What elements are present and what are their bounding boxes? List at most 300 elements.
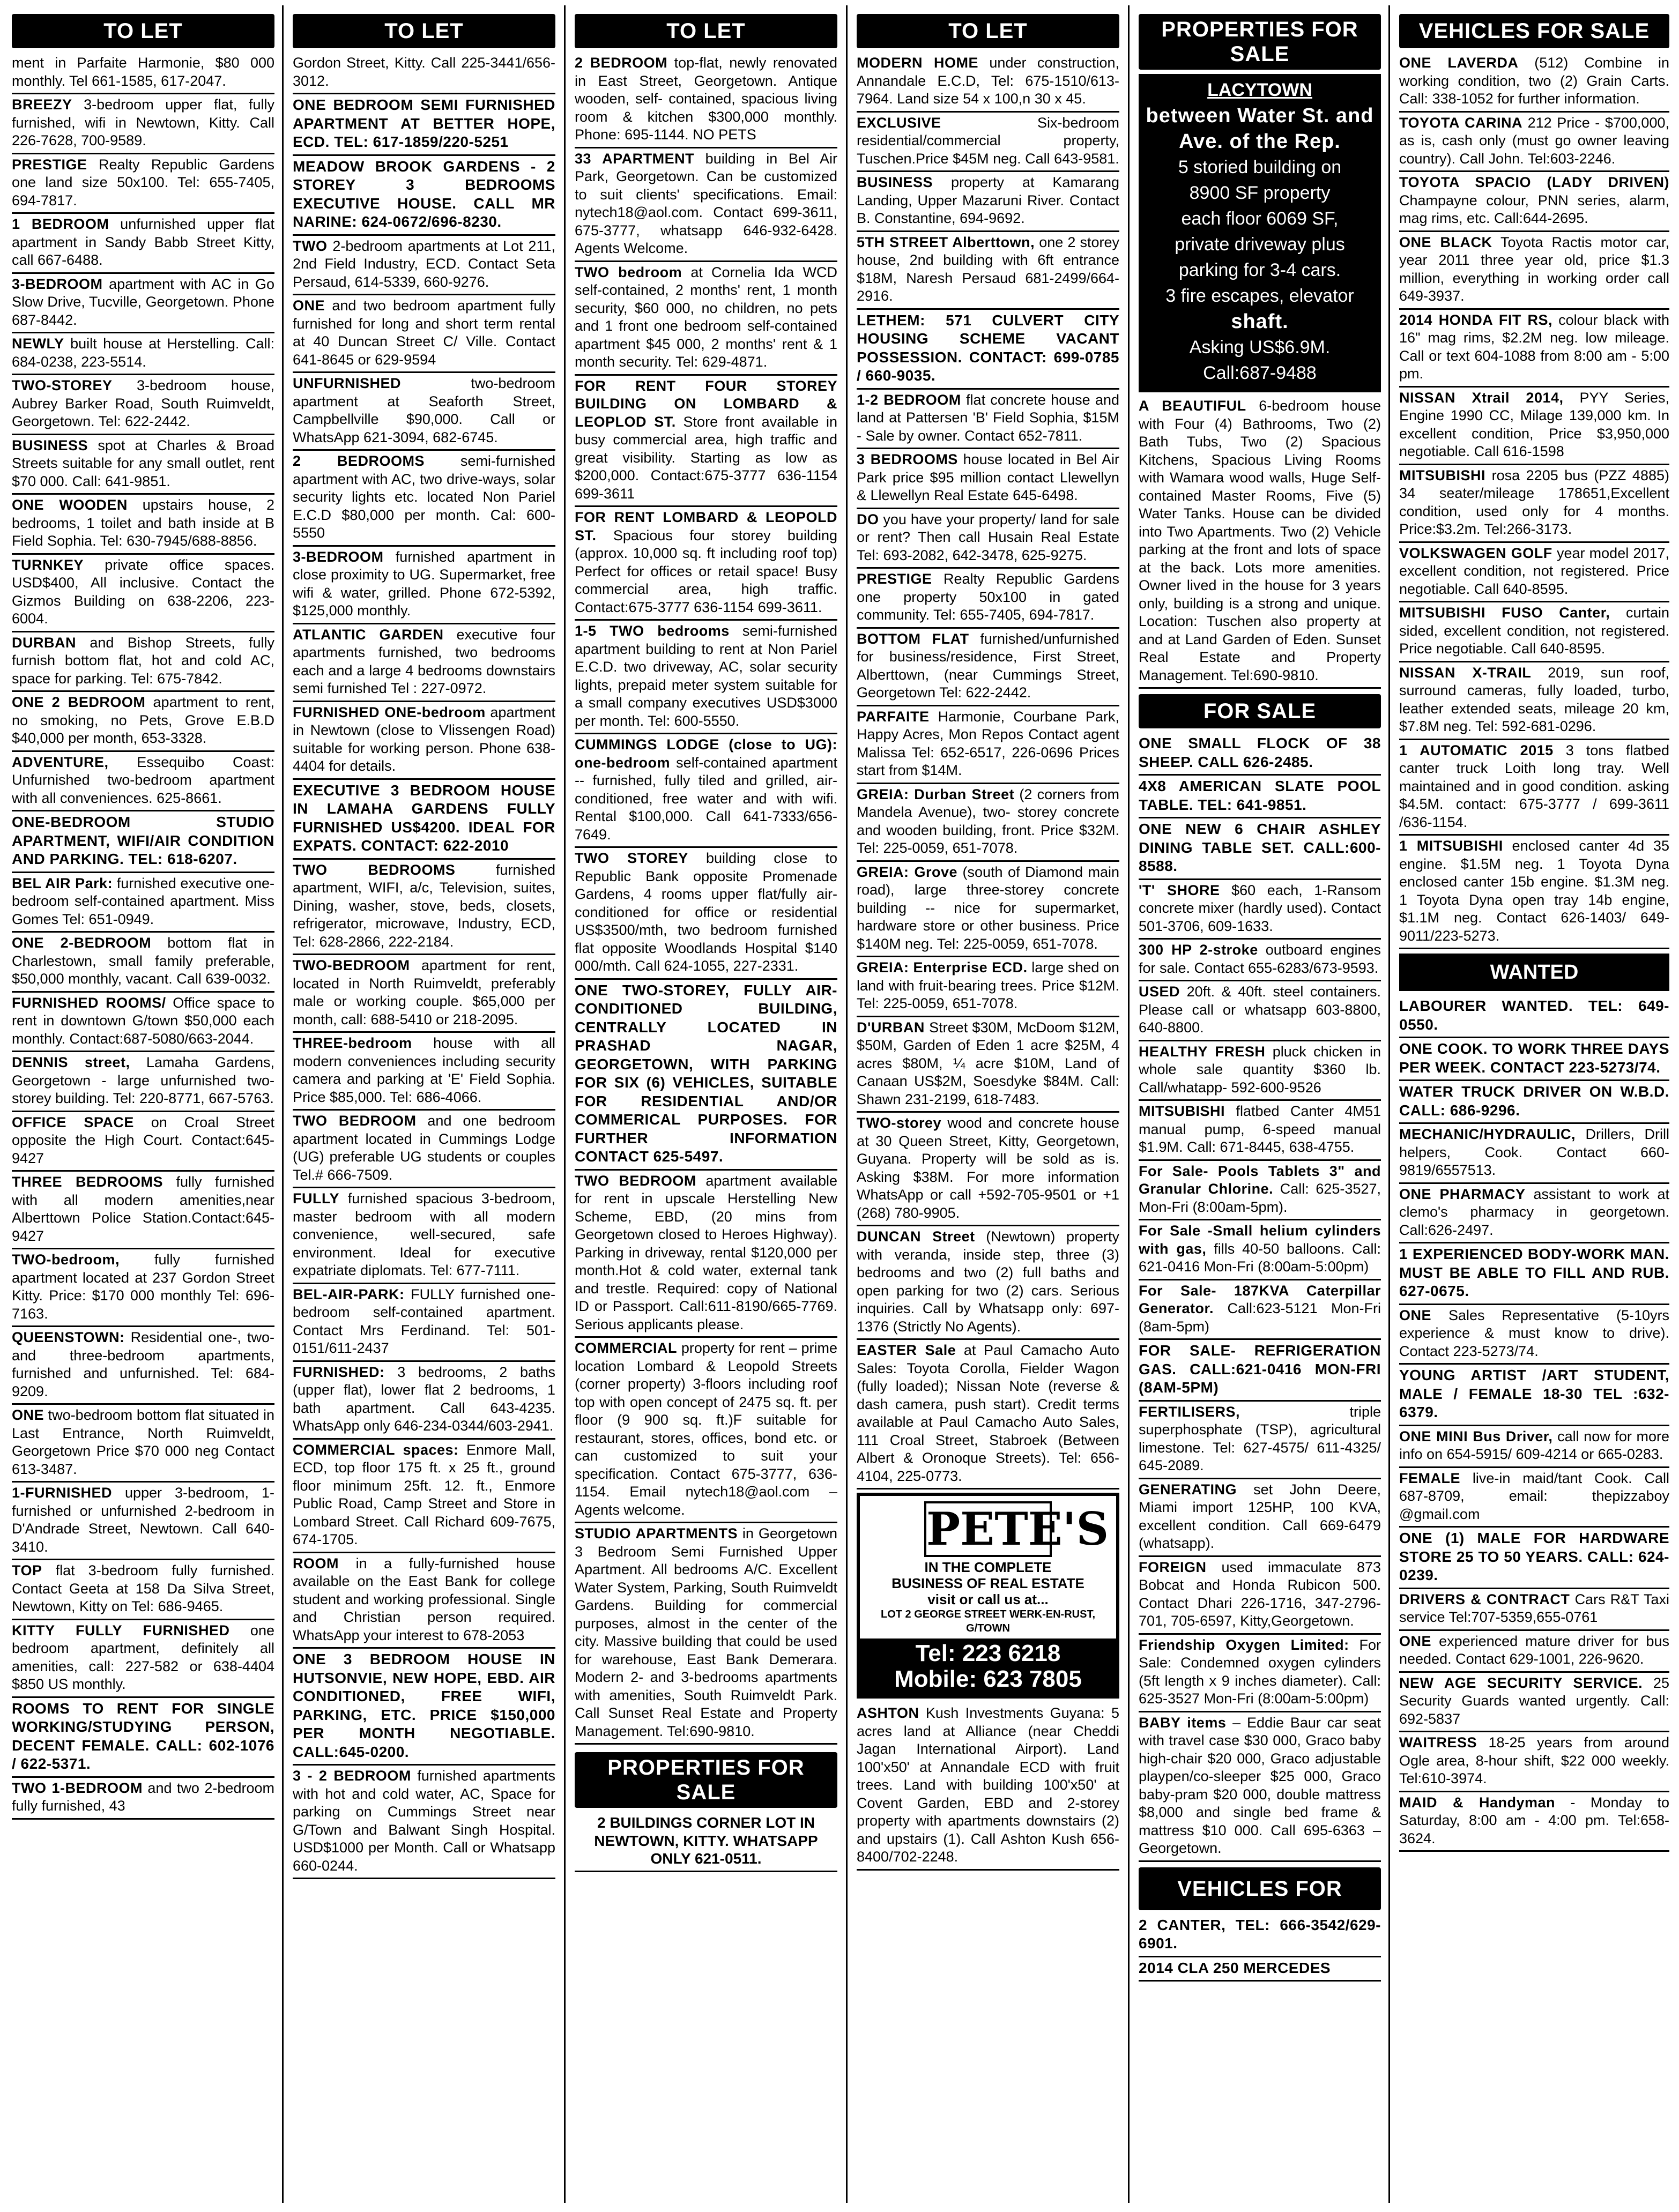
classified-ad (293, 860, 555, 956)
ad-body: Call:623-5121 Mon-Fri (8am-5pm) (1139, 1300, 1381, 1335)
ad-body: Store front available in busy commercial area, high traffic and great visibility. Starting as low as $200,000. Contact:675-3777 636-1154 699-3611 (575, 413, 837, 502)
ad-body: $60 each, 1-Ransom concrete mixer (hardly used). Contact 501-3706, 609-1633. (1139, 882, 1381, 934)
column-vehicles-for-sale (1399, 14, 1669, 2198)
classified-ad (857, 310, 1119, 390)
ad-body: 3 bedrooms, 2 baths (upper flat), lower flat 2 bedrooms, 1 bath apartment. Call 643-4235. WhatsApp only 646-234-0344/603-2941. (293, 1364, 555, 1434)
ad-headline: Friendship Oxygen Limited: (1139, 1636, 1349, 1653)
classified-ad (293, 1111, 555, 1188)
ad-headline: 1-2 BEDROOM (857, 391, 961, 408)
ad-headline: BUSINESS (857, 174, 933, 190)
ad-body: furnished/unfurnished for business/residence, First Street, Alberttown, (near Cummings Street, Georgetown Tel: 622-2442. (857, 630, 1119, 701)
ad-headline: 1-FURNISHED (12, 1485, 113, 1501)
classified-ad (575, 507, 837, 621)
classified-ad (1399, 1792, 1669, 1852)
ad-body: apartment in Newtown (close to Vlissengen Road) suitable for working person. Phone 638-4404 for details. (293, 704, 555, 774)
ad-headline: MODERN HOME (857, 55, 978, 71)
classified-ad (1139, 1635, 1381, 1712)
classified-ad (293, 373, 555, 451)
ad-headline: TWO-BEDROOM (293, 957, 410, 973)
ad-headline: ONE 2-BEDROOM (12, 935, 152, 951)
classified-ad (575, 53, 837, 148)
section-header: VEHICLES FOR SALE (1399, 14, 1669, 48)
ad-body: property for rent – prime location Lombard & Leopold Streets (corner property) 3-floors including roof top with open concept of 2475 sq. ft. per floor (9 900 sq. ft.)F suitable for restaurant, stores, offices, bond etc. or can customized to suit your specification. Contact 675-3777, 636-1154. Email nytech18@aol.com – Agents welcome. (575, 1340, 837, 1518)
classified-ad (1399, 172, 1669, 232)
ad-headline: DURBAN (12, 634, 76, 651)
ads-list (575, 53, 837, 1745)
ad-headline: PRESTIGE (857, 571, 932, 587)
ad-headline: ONE BEDROOM SEMI FURNISHED APARTMENT AT BETTER HOPE, ECD. TEL: 617-1859/220-5251 (293, 96, 555, 150)
ad-headline: FOR RENT LOMBARD & LEOPOLD ST. (575, 509, 837, 543)
ad-headline: For Sale- Pools Tablets 3" and Granular Chlorine. (1139, 1163, 1381, 1197)
classified-ad (1139, 880, 1381, 940)
classified-ad (1139, 1340, 1381, 1402)
classified-ad (293, 702, 555, 780)
ad-headline: EXCLUSIVE (857, 114, 941, 131)
ad-body: 6-bedroom house with Four (4) Bathrooms, Two (2) Bath Tubs, Two (2) Spacious Kitchens, Spacious Living Rooms with Wamara wood walls, Huge Self-contained Master Rooms, Five (5) Water Tanks. House can be divided into Two Apartments. Two (2) Vehicle parking at the front and lots of space at the back. Lots more amenities. Owner lived in the house for 3 years only, building is a strong and unique. Location: Tuschen also property at and at Land Garden of Eden. Sunset Real Estate and Property Management. Tel:690-9810. (1139, 398, 1381, 683)
ad-headline: 1-5 TWO bedrooms (575, 623, 730, 639)
ad-body: private office spaces. USD$400, All inclusive. Contact the Gizmos Building on 638-2206, 223-6004. (12, 556, 274, 627)
ad-headline: WATER TRUCK DRIVER ON W.B.D. CALL: 686-9296. (1399, 1083, 1669, 1119)
ad-headline: 1 EXPERIENCED BODY-WORK MAN. MUST BE ABLE TO FILL AND RUB. 627-0675. (1399, 1246, 1669, 1299)
classified-ad (857, 509, 1119, 569)
ad-body: 20ft. & 40ft. steel containers. Please call or whatsapp 603-8800, 640-8800. (1139, 984, 1381, 1036)
classified-ad (1399, 1038, 1669, 1081)
column-to-let-2 (293, 14, 555, 2198)
classified-ad (575, 262, 837, 376)
classified-ad (293, 94, 555, 156)
ad-body: upstairs house, 2 bedrooms, 1 toilet and bath inside at B Field Sophia. Tel: 630-7945/688-8856. (12, 497, 274, 549)
ad-body: Enmore Mall, ECD, top floor 175 ft. x 25 ft., ground floor minimum 25ft. 12. ft., Enmore Public Road, Camp Street and Store in Lombard Street. Call Richard 609-7675, 674-1705. (293, 1441, 555, 1547)
ad-headline: TWO BEDROOM (575, 1172, 696, 1189)
ad-body: Harmonie, Courbane Park, Happy Acres, Mon Repos Contact agent Malissa Tel: 652-6517, 226-0696 Prices start from $14M. (857, 708, 1119, 778)
ad-headline: BUSINESS (12, 437, 88, 453)
ad-body: building close to Republic Bank opposite Promenade Gardens, 4 rooms upper flat/fully air-conditioned for office or residential US$3500/mth, two bedroom furnished flat opposite Woodlands Hospital $140 000/mth. Call 624-1055, 227-2331. (575, 850, 837, 974)
box-line: Asking US$6.9M. (1189, 337, 1331, 358)
ad-headline: ONE 3 BEDROOM HOUSE IN HUTSONVIE, NEW HOPE, EBD. AIR CONDITIONED, FREE WIFI, PARKING, ETC. PRICE $150,000 PER MONTH NEGOTIABLE. CALL:645-0200. (293, 1651, 555, 1760)
classified-ad (857, 1226, 1119, 1340)
ad-body: house located in Bel Air Park price $95 million contact Llewellyn & Llewellyn Real Estate 645-6498. (857, 451, 1119, 503)
ad-headline: ASHTON (857, 1705, 919, 1721)
classified-ad (293, 1362, 555, 1440)
ad-body: on Croal Street opposite the High Court. Contact:645-9427 (12, 1114, 274, 1166)
ad-tagline: BUSINESS OF REAL ESTATE (891, 1575, 1084, 1591)
ad-headline: 1 BEDROOM (12, 216, 109, 232)
ad-headline: NEW AGE SECURITY SERVICE. (1399, 1674, 1643, 1691)
classified-ad (1399, 602, 1669, 662)
classified-ad (1399, 310, 1669, 388)
classified-ad (12, 1483, 274, 1560)
box-line: 3 fire escapes, elevator (1165, 286, 1354, 306)
ad-mobile: Mobile: 623 7805 (894, 1666, 1082, 1692)
ad-body: in a fully-furnished house available on the East Bank for college student and working professional. Single and Christian person required. WhatsApp your interest to 678-2053 (293, 1555, 555, 1643)
classified-ad (1399, 1305, 1669, 1365)
ad-headline: MITSUBISHI (1399, 467, 1486, 483)
ads-list (1139, 733, 1381, 1862)
classified-ad: 2 BUILDINGS CORNER LOT IN NEWTOWN, KITTY. WHATSAPP ONLY 621-0511. (575, 1812, 837, 1872)
ad-body: 25 Security Guards wanted urgently. Call: 692-5837 (1399, 1674, 1669, 1727)
classified-ad (12, 1052, 274, 1112)
classified-ad (575, 376, 837, 508)
ad-headline: For Sale- 187KVA Caterpillar Generator. (1139, 1282, 1381, 1316)
ad-headline: BOTTOM FLAT (857, 630, 969, 647)
ad-body: apartment with AC in Go Slow Drive, Tucville, Georgetown. Phone 687-8442. (12, 275, 274, 328)
ad-headline: A BEAUTIFUL (1139, 398, 1246, 414)
ad-body: outboard engines for sale. Contact 655-6283/673-9593. (1139, 942, 1381, 976)
classified-ad (12, 1620, 274, 1698)
column-divider (1128, 5, 1130, 2203)
classified-ad (1399, 388, 1669, 465)
classified-ad (857, 232, 1119, 310)
ad-body: furnished apartment in close proximity to UG. Supermarket, free wifi & water, grilled. Phone 672-5392, $125,000 monthly. (293, 548, 555, 619)
ads-list (857, 1703, 1119, 1871)
classified-ad (12, 1327, 274, 1405)
ad-headline: ONE-BEDROOM STUDIO APARTMENT, WIFI/AIR CONDITION AND PARKING. TEL: 618-6207. (12, 814, 274, 867)
ad-headline: ONE SMALL FLOCK OF 38 SHEEP. CALL 626-2485. (1139, 735, 1381, 770)
ad-headline: EXECUTIVE 3 BEDROOM HOUSE IN LAMAHA GARDENS FULLY FURNISHED US$4200. IDEAL FOR EXPATS. CONTACT: 622-2010 (293, 781, 555, 854)
ads-list (1139, 396, 1381, 689)
classified-ad (293, 53, 555, 94)
ad-body: Street $30M, McDoom $12M, $50M, Garden of Eden 1 acre $25M, 4 acres $80M, ¼ acre $10M, Land of Canaan US$2M, Soesdyke $84M. Call: Shawn 231-2199, 618-7483. (857, 1019, 1119, 1107)
ads-list (857, 53, 1119, 1489)
classified-ad (1399, 662, 1669, 740)
ad-headline: 2014 CLA 250 MERCEDES (1139, 1959, 1331, 1976)
ad-headline: THREE-bedroom (293, 1035, 412, 1051)
ad-body: at Cornelia Ida WCD self-contained, 2 months' rent, 1 month security, $60 000, no children, no pets and 1 front one bedroom self-contained apartment $45 000, 2 months' rent & 1 month security. Tel: 629-4871. (575, 264, 837, 370)
ad-body: semi-furnished apartment with AC, two drive-ways, solar security lights etc. located Non Pariel E.C.D $80,000 per month. Cal: 600-5550 (293, 453, 555, 541)
ad-headline: 1 AUTOMATIC 2015 (1399, 742, 1554, 758)
ad-headline: ONE LAVERDA (1399, 55, 1519, 71)
ad-body: Toyota Ractis motor car, year 2011 three year old, price $1.3 million, everything in working order call 649-3937. (1399, 234, 1669, 304)
petes-real-estate-ad (857, 1493, 1119, 1699)
ad-body: year model 2017, excellent condition, not registered. Price negotiable. Call 640-8595. (1399, 545, 1669, 597)
ad-headline: ONE (12, 1407, 44, 1423)
ad-headline: 2 CANTER, TEL: 666-3542/629-6901. (1139, 1916, 1381, 1952)
ad-body: two-bedroom apartment at Seaforth Street, Campbellville $90,000. Call or WhatsApp 621-3094, 682-6745. (293, 375, 555, 445)
ad-body: fills 40-50 balloons. Call: 621-0416 Mon-Fri (8:00am-5:00pm) (1139, 1240, 1381, 1275)
classified-ad (12, 274, 274, 334)
classified-ad (1399, 1673, 1669, 1733)
ad-headline: THREE BEDROOMS (12, 1174, 163, 1190)
ad-body: bottom flat in Charlestown, small family preferable, $50,000 monthly, vacant. Call 639-0032. (12, 935, 274, 987)
classified-ad (12, 154, 274, 214)
ad-body: building in Bel Air Park, Georgetown. Can be customized to suit clients' specifications. Email: nytech18@aol.com. Contact 699-3611, 675-3777, whatsapp 646-932-6428. Agents Welcome. (575, 150, 837, 256)
ad-body: semi-furnished apartment building to rent at Non Pariel E.C.D. two driveway, AC, solar security lights, prepaid meter system suitable for a small company executives USD$3000 per month. Tel: 600-5550. (575, 623, 837, 729)
classified-ad (857, 862, 1119, 958)
ad-headline: ONE (1399, 1633, 1432, 1649)
section-header-for-sale: FOR SALE (1139, 694, 1381, 728)
ad-body: and one bedroom apartment located in Cummings Lodge (UG) preferable UG students or couples Tel.# 666-7509. (293, 1113, 555, 1183)
column-divider (282, 5, 284, 2203)
classified-ad (857, 1113, 1119, 1226)
classified-ad (1139, 1161, 1381, 1221)
classified-ad (857, 957, 1119, 1017)
ad-body: and Bishop Streets, fully furnish bottom flat, hot and cold AC, space for parking. Tel: 675-7842. (12, 634, 274, 687)
classified-ad (1399, 1184, 1669, 1244)
ad-body: Office space to rent in downtown G/town $50,000 each monthly. Contact:687-5080/663-2044. (12, 994, 274, 1047)
ad-body: FULLY furnished one-bedroom self-contained apartment. Contact Mrs Ferdinand. Tel: 501-0151/611-2437 (293, 1286, 555, 1356)
ad-body: curtain sided, excellent condition, not registered. Price negotiable. Call 640-8595. (1399, 605, 1669, 657)
ad-headline: ONE 2 BEDROOM (12, 694, 146, 710)
ad-body: Gordon Street, Kitty. Call 225-3441/656-3012. (293, 55, 555, 89)
ad-headline: ADVENTURE, (12, 754, 109, 770)
classified-ad (12, 632, 274, 692)
column-properties-for-sale (1139, 14, 1381, 2198)
ad-body: furnished apartment, WIFI, a/c, Television, suites, Dining, washer, stove, beds, closets, refrigerator, microwave, Industry, ECD, Tel: 628-2866, 222-2184. (293, 861, 555, 950)
classified-ad (857, 1017, 1119, 1113)
ad-headline: ONE WOODEN (12, 497, 128, 513)
classified-ad (293, 1440, 555, 1553)
ad-headline: USED (1139, 984, 1180, 1000)
ad-headline: DRIVERS & CONTRACT (1399, 1591, 1570, 1607)
ad-body: 3-bedroom house, Aubrey Barker Road, South Ruimveldt, Georgetown. Tel: 622-2442. (12, 377, 274, 429)
ad-headline: TURNKEY (12, 556, 84, 573)
ad-headline: ATLANTIC GARDEN (293, 626, 444, 643)
classified-ad (12, 692, 274, 752)
section-header: TO LET (857, 14, 1119, 48)
ad-body: – Eddie Baur car seat with travel case $30 000, Graco baby high-chair $20 000, Graco adjustable playpen/co-sleeper $25 000, Graco baby-pram $20 000, double mattress $8,000 and single bed frame & mattress $10 000. Call 695-6363 – Georgetown. (1139, 1714, 1381, 1856)
classified-ad (1139, 776, 1381, 818)
classified-ad (857, 113, 1119, 173)
ads-list (1399, 53, 1669, 949)
classified-ad (857, 390, 1119, 450)
ad-body: flat 3-bedroom fully furnished. Contact Geeta at 158 Da Silva Street, Newtown, Kitty on Tel: 686-9465. (12, 1562, 274, 1614)
classified-ad (1139, 1957, 1381, 1982)
ad-headline: FOR SALE- REFRIGERATION GAS. CALL:621-0416 MON-FRI (8AM-5PM) (1139, 1342, 1381, 1396)
ad-headline: COMMERCIAL spaces: (293, 1441, 459, 1458)
classified-ad (575, 148, 837, 262)
ad-headline: LABOURER WANTED. TEL: 649-0550. (1399, 997, 1669, 1033)
ad-headline: QUEENSTOWN: (12, 1329, 125, 1345)
classified-ad (1399, 232, 1669, 310)
ad-body: For Sale: Condemned oxygen cylinders (5ft length x 9 inches diameter). Call: 625-3527 Mon-Fri (8:00am-5:00pm) (1139, 1636, 1381, 1707)
classified-ad (293, 624, 555, 702)
classified-ad (857, 569, 1119, 629)
ad-body: triple superphosphate (TSP), agricultural limestone. Tel: 627-4575/ 611-4325/ 645-2089. (1139, 1403, 1381, 1473)
ad-headline: FERTILISERS, (1139, 1403, 1240, 1420)
ad-headline: TWO STOREY (575, 850, 688, 866)
ad-body: Essequibo Coast: Unfurnished two-bedroom apartment with all conveniences. 625-8661. (12, 754, 274, 806)
ad-body: property at Kamarang Landing, Upper Mazaruni River. Contact B. Constantine, 694-9692. (857, 174, 1119, 226)
classified-ad (293, 955, 555, 1033)
ad-headline: COMMERCIAL (575, 1340, 677, 1356)
ad-headline: LETHEM: 571 CULVERT CITY HOUSING SCHEME VACANT POSSESSION. CONTACT: 699-0785 / 660-9035. (857, 311, 1119, 384)
ad-body: ment in Parfaite Harmonie, $80 000 monthly. Tel 661-1585, 617-2047. (12, 55, 274, 89)
ad-body: two-bedroom bottom flat situated in Last Entrance, North Ruimveldt, Georgetown Price $70 000 neg Contact 613-3487. (12, 1407, 274, 1477)
classified-ad (293, 451, 555, 547)
box-line: between Water St. and (1146, 105, 1374, 127)
ad-headline: DUNCAN Street (857, 1228, 975, 1245)
ad-body: upper 3-bedroom, 1-furnished or unfurnished 2-bedroom in D'Andrade Street, Newtown. Call 640-3410. (12, 1485, 274, 1555)
classified-ad (575, 1338, 837, 1523)
classified-ad (1399, 1365, 1669, 1426)
classified-ad (1399, 113, 1669, 173)
column-divider (846, 5, 848, 2203)
ad-headline: TOP (12, 1562, 42, 1578)
ad-body: house with all modern conveniences including security camera and parking at 'E' Field Sophia. Price $85,000. Tel: 686-4066. (293, 1035, 555, 1105)
ad-body: under construction, Annandale E.C.D, Tel: 675-1510/613-7964. Land size 54 x 100,n 30 x 45. (857, 55, 1119, 107)
ad-headline: 33 APARTMENT (575, 150, 695, 167)
classified-ad (1399, 465, 1669, 543)
classified-ad (575, 980, 837, 1171)
classified-ad (12, 375, 274, 435)
box-line: 8900 SF property (1189, 183, 1331, 203)
ad-headline: FURNISHED ONE-bedroom (293, 704, 486, 720)
ad-headline: PRESTIGE (12, 156, 87, 173)
ad-headline: BABY items (1139, 1714, 1227, 1731)
ad-headline: ONE (1399, 1307, 1432, 1323)
ad-body: Champayne colour, PNN series, alarm, mag rims, etc. Call:644-2695. (1399, 192, 1669, 226)
ad-headline: CUMMINGS LODGE (close to UG): one-bedroom (575, 736, 837, 771)
ad-body: spot at Charles & Broad Streets suitable for any small outlet, rent $70 000. Call: 641-9851. (12, 437, 274, 489)
ad-headline: NEWLY (12, 336, 64, 352)
ad-body: and two bedroom apartment fully furnished for long and short term rental at 40 Duncan Street C/ Ville. Contact 641-8645 or 629-9594 (293, 297, 555, 368)
ad-body: executive four apartments furnished, two bedrooms each and a large 4 bedrooms downstairs semi furnished Tel : 227-0972. (293, 626, 555, 696)
ad-headline: ONE TWO-STOREY, FULLY AIR-CONDITIONED BUILDING, CENTRALLY LOCATED IN PRASHAD NAGAR, GEORGETOWN, WITH PARKING FOR SIX (6) VEHICLES, SUITABLE FOR RESIDENTIAL AND/OR COMMERICAL PURPOSES. FOR FURTHER INFORMATION CONTACT 625-5497. (575, 981, 837, 1165)
classified-ad (857, 1340, 1119, 1489)
ad-headline: ONE (293, 297, 325, 314)
ad-body: Realty Republic Gardens one land size 50x100. Tel: 655-7405, 694-7817. (12, 156, 274, 208)
classified-ad (293, 236, 555, 296)
ad-body: fully furnished apartment located at 237 Gordon Street Kitty. Price: $170 000 monthly Tel: 696-7163. (12, 1252, 274, 1322)
ad-headline: 3-BEDROOM (293, 548, 384, 565)
ad-body: wood and concrete house at 30 Queen Street, Kitty, Georgetown, Guyana. Property will be sold as is. Asking $38M. For more information WhatsApp or call +592-705-9501 or +1 (268) 780-9905. (857, 1115, 1119, 1221)
ad-headline: FULLY (293, 1190, 340, 1206)
ad-address: LOT 2 GEORGE STREET WERK-EN-RUST, G/TOWN (880, 1608, 1096, 1634)
ad-headline: 'T' SHORE (1139, 882, 1220, 898)
ad-tagline: visit or call us at... (927, 1591, 1049, 1607)
ad-headline: For Sale -Small helium cylinders with gas, (1139, 1223, 1381, 1257)
ad-headline: ONE (1) MALE FOR HARDWARE STORE 25 TO 50 YEARS. CALL: 624-0239. (1399, 1530, 1669, 1583)
classified-ad (1139, 940, 1381, 981)
ad-headline: FOREIGN (1139, 1559, 1207, 1575)
ad-headline: STUDIO APARTMENTS (575, 1525, 738, 1541)
ad-body: flat concrete house and land at Pattersen 'B' Field Sophia, $15M - Sale by owner. Contact 652-7811. (857, 391, 1119, 444)
ad-body: 3 tons flatbed canter truck Loith long tray. Well maintained and in good condition. asking $4.5M. contact: 675-3777 / 699-3611 /636-1154. (1399, 742, 1669, 830)
classified-ad (12, 1249, 274, 1327)
ad-body: at Paul Camacho Auto Sales: Toyota Corolla, Fielder Wagon (fully loaded); Nissan Note (reverse & dash camera, push start). Credit terms available at Paul Camacho Auto Sales, 111 Croal Street, Stabroek (Between Albert & Oronoque Streets). Tel: 656-4104, 225-0773. (857, 1342, 1119, 1484)
classified-ad (293, 1649, 555, 1766)
ad-body: Kush Investments Guyana: 5 acres land at Alliance (near Cheddi Jagan International Airport). Land 100'x50' at Annandale ECD with fruit trees. Land with building 100'x50' at Covent Garden, EBD and 2-storey property with apartments downstairs (2) and upstairs (1). Call Ashton Kush 656-8400/702-2248. (857, 1705, 1119, 1865)
ad-body: 18-25 years from around Ogle area, 8-hour shift, $22 000 weekly. Tel:610-3974. (1399, 1734, 1669, 1786)
section-header: TO LET (575, 14, 837, 48)
classified-ad (1399, 836, 1669, 949)
classified-ad (857, 53, 1119, 113)
classified-ad (575, 848, 837, 980)
ad-headline: 4X8 AMERICAN SLATE POOL TABLE. TEL: 641-9851. (1139, 778, 1381, 813)
classified-ad (12, 1698, 274, 1778)
ad-headline: GREIA: Grove (857, 863, 957, 880)
ad-headline: 3-BEDROOM (12, 275, 103, 292)
ad-tagline: IN THE COMPLETE (924, 1559, 1052, 1575)
ad-headline: 3 - 2 BEDROOM (293, 1768, 411, 1784)
classified-ad (1139, 1915, 1381, 1957)
ad-body: rosa 2205 bus (PZZ 4885) 34 seater/mileage 178651,Excellent condition, used only for 4 months. Price:$3.2m. Tel:266-3173. (1399, 467, 1669, 537)
ad-body: furnished spacious 3-bedroom, master bedroom with all modern convenience, well-secured, safe environment. Ideal for executive expatriate diplomats. Tel: 677-7111. (293, 1190, 555, 1278)
box-line: each floor 6069 SF, (1181, 208, 1339, 229)
ad-headline: FOR RENT FOUR STOREY BUILDING ON LOMBARD & LEOPLOD ST. (575, 377, 837, 430)
ad-body: one 2 storey house, 2nd building with 6ft entrance $18M, Naresh Persaud 681-2499/664-2916. (857, 234, 1119, 304)
classified-ad (293, 295, 555, 373)
ad-headline: 1 MITSUBISHI (1399, 838, 1503, 854)
ad-body: self-contained apartment -- furnished, fully tiled and grilled, air-conditioned, free water and with wifi. Rental $100,000. Call 641-7333/656-7649. (575, 754, 837, 843)
classified-ad (1399, 1631, 1669, 1673)
section-header: PROPERTIES FOR SALE (1139, 14, 1381, 70)
classified-ad (1399, 1468, 1669, 1528)
ad-body: top-flat, newly renovated in East Street, Georgetown. Antique wooden, self- contained, spacious living room & kitchen $300,000 monthly. Phone: 695-1144. NO PETS (575, 55, 837, 143)
ad-body: one bedroom apartment, definitely all amenities, call: 227-582 or 638-4404 $850 US monthly. (12, 1622, 274, 1692)
classified-ad (1139, 1041, 1381, 1101)
classified-ad (1139, 1557, 1381, 1635)
classified-ad (857, 629, 1119, 706)
classified-ad (12, 1405, 274, 1483)
classified-ad (1399, 1426, 1669, 1468)
ad-headline: GREIA: Durban Street (857, 786, 1015, 802)
ad-headline: TWO BEDROOMS (293, 861, 456, 878)
classified-ad (293, 156, 555, 236)
classified-ad (1399, 1124, 1669, 1184)
ad-headline: DENNIS street, (12, 1054, 130, 1070)
ad-body: 3-bedroom upper flat, fully furnished, wifi in Newtown, Kitty. Call 226-7628, 700-9589. (12, 96, 274, 148)
classified-ad (293, 1284, 555, 1362)
classified-ad (12, 555, 274, 632)
ad-body: fully furnished with all modern amenities,near Alberttown Police Station.Contact:645-9427 (12, 1174, 274, 1244)
ad-body: in Georgetown 3 Bedroom Semi Furnished Upper Apartment. All bedrooms A/C. Excellent Water System, Parking, South Ruimveldt Gardens. Building for commercial purposes, almost in the center of the city. Massive building that could be used for warehouse, East Bank Demerara. Modern 2- and 3-bedrooms apartments with amenities, South Ruimveldt Park. Call Sunset Real Estate and Property Management. Tel:690-9810. (575, 1525, 837, 1739)
ad-headline: ONE PHARMACY (1399, 1186, 1526, 1202)
box-line: 5 storied building on (1178, 157, 1342, 177)
section-header: TO LET (12, 14, 274, 48)
ad-headline: TWO-STOREY (12, 377, 113, 393)
classified-ad (1399, 543, 1669, 603)
ad-body: set John Deere, Miami import 125HP, 100 KVA, excellent condition. Call 669-6479 (whatsapp). (1139, 1481, 1381, 1551)
classified-ad (12, 752, 274, 812)
ad-headline: FURNISHED ROOMS/ (12, 994, 166, 1011)
classified-ad (1139, 733, 1381, 776)
ad-headline: TWO 1-BEDROOM (12, 1779, 143, 1796)
section-header-properties-for-sale: PROPERTIES FOR SALE (575, 1752, 837, 1808)
column-divider (1388, 5, 1390, 2203)
ad-headline: TWO (293, 237, 328, 254)
classified-ad (12, 1172, 274, 1249)
ad-headline: NISSAN Xtrail 2014, (1399, 389, 1564, 406)
ad-body: Cars R&T Taxi service Tel:707-5359,655-0761 (1399, 1591, 1669, 1625)
ad-headline: 3 BEDROOMS (857, 451, 958, 467)
ad-headline: 2 BEDROOMS (293, 453, 425, 469)
section-header-vehicles-for: VEHICLES FOR (1139, 1867, 1381, 1910)
classified-ad (1139, 1101, 1381, 1161)
ad-body: (Newtown) property with veranda, inside step, three (3) bedrooms and two (2) full baths and open parking for two (2) cars. Serious inquiries. Call by Whatsapp only: 697-1376 (Strictly No Agents). (857, 1228, 1119, 1335)
classified-ad (1399, 740, 1669, 836)
ad-headline: 300 HP 2-stroke (1139, 942, 1258, 958)
classified-ad (1139, 1712, 1381, 1862)
classified-ad (857, 784, 1119, 862)
ad-headline: BEL-AIR-PARK: (293, 1286, 405, 1302)
classified-ad (1399, 1081, 1669, 1124)
ad-headline: TOYOTA CARINA (1399, 114, 1523, 131)
ad-headline: UNFURNISHED (293, 375, 402, 391)
classified-ad (12, 214, 274, 274)
box-line: LACYTOWN (1207, 80, 1312, 100)
classified-ad (1139, 818, 1381, 880)
ad-headline: WAITRESS (1399, 1734, 1477, 1751)
ad-headline: HEALTHY FRESH (1139, 1043, 1266, 1060)
classified-ad (1399, 995, 1669, 1038)
classified-ad (12, 1778, 274, 1820)
classified-ad (12, 993, 274, 1053)
classified-ad (1399, 1732, 1669, 1792)
ad-body: Six-bedroom residential/commercial property, Tuschen.Price $45M neg. Call 643-9581. (857, 114, 1119, 167)
classified-ad (857, 172, 1119, 232)
ad-headline: OFFICE SPACE (12, 1114, 134, 1130)
